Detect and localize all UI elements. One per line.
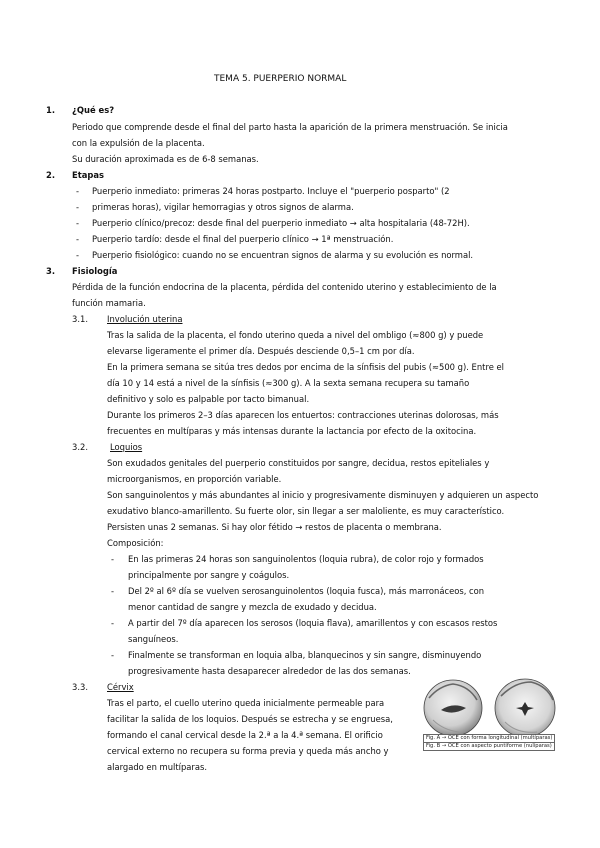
bullet-text: Puerperio fisiológico: cuando no se encuentran signos de alarma y su evolución es normal. [92, 250, 474, 260]
paragraph-line: Tras la salida de la placenta, el fondo uterino queda a nivel del ombligo (≈800 g) y puede [107, 330, 484, 340]
subsection-3-2-heading: Loquios [110, 442, 143, 452]
bullet-text: Puerperio clínico/precoz: desde final del puerperio inmediato → alta hospitalaria (48-72H). [92, 218, 470, 228]
section-3-number: 3. [46, 266, 56, 276]
bullet-text: Finalmente se transforman en loquia alba, blanquecinos y sin sangre, disminuyendo [128, 650, 482, 660]
subsection-3-1-number: 3.1. [72, 314, 88, 324]
paragraph-line: En la primera semana se sitúa tres dedos por encima de la sínfisis del pubis (≈500 g). Entre el [107, 362, 504, 372]
subsection-3-2-number: 3.2. [72, 442, 88, 452]
bullet-dash: - [76, 234, 80, 244]
paragraph-line: elevarse ligeramente el primer día. Después desciende 0,5–1 cm por día. [107, 346, 415, 356]
paragraph-line: Durante los primeros 2–3 días aparecen los entuertos: contracciones uterinas dolorosas, más [107, 410, 499, 420]
paragraph-line: Son exudados genitales del puerperio constituidos por sangre, decidua, restos epiteliales y [107, 458, 490, 468]
paragraph-line: Son sanguinolentos y más abundantes al inicio y progresivamente disminuyen y adquieren un aspecto [107, 490, 539, 500]
subsection-3-3-number: 3.3. [72, 682, 88, 692]
bullet-text: primeras horas), vigilar hemorragias y otros signos de alarma. [92, 202, 354, 212]
figure-caption-b: Fig. B → OCE con aspecto puntiforme (nulíparas) [423, 742, 555, 751]
page-title: TEMA 5. PUERPERIO NORMAL [214, 74, 347, 84]
paragraph-line: día 10 y 14 está a nivel de la sínfisis (≈300 g). A la sexta semana recupera su tamaño [107, 378, 470, 388]
bullet-text: principalmente por sangre y coágulos. [128, 570, 290, 580]
bullet-dash: - [76, 218, 80, 228]
section-2-heading: Etapas [72, 170, 105, 180]
paragraph-line: microorganismos, en proporción variable. [107, 474, 282, 484]
section-1-line: con la expulsión de la placenta. [72, 138, 205, 148]
cervix-a [424, 680, 482, 736]
bullet-dash: - [111, 586, 115, 596]
cervix-figure [419, 678, 561, 751]
subsection-3-3-heading: Cérvix [107, 682, 134, 692]
section-1-line: Su duración aproximada es de 6-8 semanas. [72, 154, 259, 164]
bullet-text: En las primeras 24 horas son sanguinolentos (loquia rubra), de color rojo y formados [128, 554, 484, 564]
bullet-dash: - [76, 202, 80, 212]
subsection-3-1-heading: Involución uterina [107, 314, 183, 324]
paragraph-line: facilitar la salida de los loquios. Después se estrecha y se engruesa, [107, 714, 393, 724]
bullet-text: menor cantidad de sangre y mezcla de exudado y decidua. [128, 602, 377, 612]
bullet-text: sanguíneos. [128, 634, 179, 644]
section-3-intro: Pérdida de la función endocrina de la placenta, pérdida del contenido uterino y establecimiento de la [72, 282, 497, 292]
section-2-number: 2. [46, 170, 56, 180]
paragraph-line: cervical externo no recupera su forma previa y queda más ancho y [107, 746, 389, 756]
paragraph-line: alargado en multíparas. [107, 762, 208, 772]
section-3-intro: función mamaria. [72, 298, 146, 308]
bullet-dash: - [111, 618, 115, 628]
bullet-dash: - [111, 650, 115, 660]
paragraph-line: definitivo y solo es palpable por tacto bimanual. [107, 394, 310, 404]
paragraph-line: Tras el parto, el cuello uterino queda inicialmente permeable para [107, 698, 385, 708]
paragraph-line: frecuentes en multíparas y más intensas durante la lactancia por efecto de la oxitocina. [107, 426, 477, 436]
paragraph-line: formando el canal cervical desde la 2.ª a la 4.ª semana. El orificio [107, 730, 383, 740]
section-1-heading: ¿Qué es? [72, 105, 115, 115]
bullet-dash: - [111, 554, 115, 564]
bullet-text: progresivamente hasta desaparecer alrededor de las dos semanas. [128, 666, 411, 676]
cervix-b [495, 679, 555, 737]
bullet-dash: - [76, 186, 80, 196]
section-3-heading: Fisiología [72, 266, 118, 276]
bullet-text: Del 2º al 6º día se vuelven serosanguinolentos (loquia fusca), más marronáceos, con [128, 586, 485, 596]
figure-caption-a: Fig. A → OCE con forma longitudinal (multíparas) [423, 734, 555, 743]
paragraph-line: exudativo blanco-amarillento. Su fuerte olor, sin llegar a ser maloliente, es muy característico. [107, 506, 505, 516]
paragraph-line: Persisten unas 2 semanas. Si hay olor fétido → restos de placenta o membrana. [107, 522, 442, 532]
section-1-number: 1. [46, 105, 56, 115]
bullet-text: Puerperio inmediato: primeras 24 horas postparto. Incluye el "puerperio posparto" (2 [92, 186, 450, 196]
paragraph-line: Composición: [107, 538, 164, 548]
bullet-text: Puerperio tardío: desde el final del puerperio clínico → 1ª menstruación. [92, 234, 394, 244]
section-1-line: Periodo que comprende desde el final del parto hasta la aparición de la primera menstruación. Se inicia [72, 122, 508, 132]
bullet-dash: - [76, 250, 80, 260]
bullet-text: A partir del 7º día aparecen los serosos (loquia flava), amarillentos y con escasos restos [128, 618, 498, 628]
